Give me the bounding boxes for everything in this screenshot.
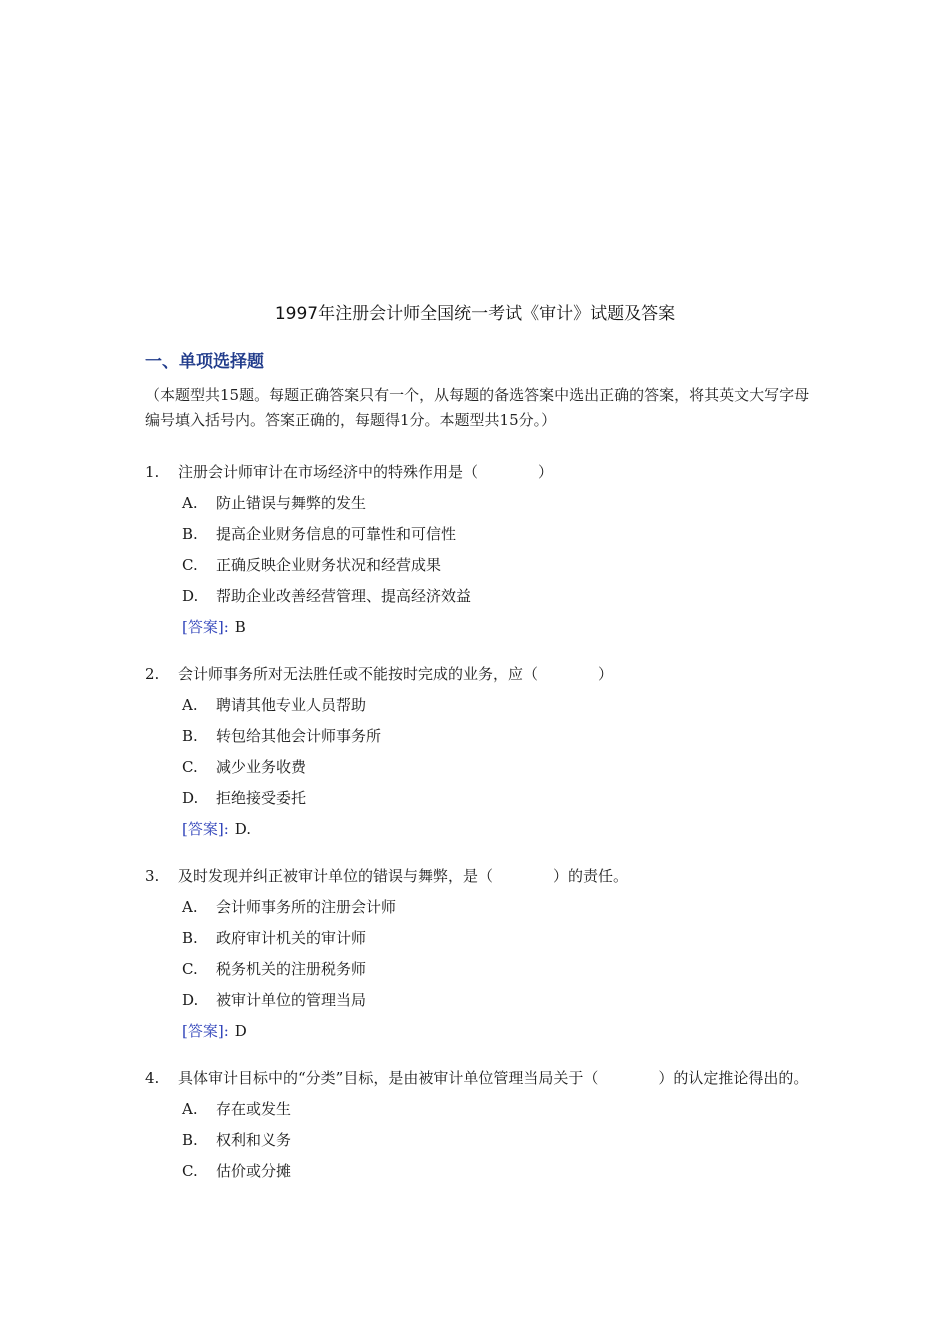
question-list — [145, 458, 815, 1204]
option-text: 存在或发生 — [216, 1100, 292, 1118]
answer-line — [145, 612, 815, 643]
option-letter: C. — [182, 1162, 198, 1180]
answer-label: [答案]: — [182, 618, 229, 636]
option-letter: B. — [182, 525, 198, 543]
answer-line — [145, 814, 815, 845]
option-letter: A. — [182, 696, 198, 714]
question-number: 3. — [145, 867, 160, 885]
question-2 — [145, 660, 815, 845]
option-letter: D. — [182, 789, 199, 807]
option-b — [145, 1125, 815, 1156]
question-text: 会计师事务所对无法胜任或不能按时完成的业务，应（ ） — [178, 665, 614, 683]
option-text: 防止错误与舞弊的发生 — [216, 494, 367, 512]
option-a — [145, 690, 815, 721]
question-number: 2. — [145, 665, 160, 683]
option-letter: B. — [182, 727, 198, 745]
option-b — [145, 519, 815, 550]
option-d — [145, 985, 815, 1016]
option-letter: D. — [182, 991, 199, 1009]
document-title: 1997年注册会计师全国统一考试《审计》试题及答案 — [274, 304, 676, 324]
option-text: 减少业务收费 — [216, 758, 307, 776]
question-1 — [145, 458, 815, 643]
option-text: 正确反映企业财务状况和经营成果 — [216, 556, 442, 574]
section-heading: 一、单项选择题 — [145, 352, 264, 372]
question-number: 4. — [145, 1069, 160, 1087]
answer-label: [答案]: — [182, 820, 229, 838]
question-stem — [145, 660, 815, 690]
question-text: 及时发现并纠正被审计单位的错误与舞弊，是（ ）的责任。 — [178, 867, 629, 885]
question-stem — [145, 1064, 815, 1094]
answer-line — [145, 1016, 815, 1047]
option-c — [145, 752, 815, 783]
option-text: 被审计单位的管理当局 — [216, 991, 367, 1009]
answer-value: D — [234, 1022, 247, 1040]
option-text: 提高企业财务信息的可靠性和可信性 — [216, 525, 457, 543]
option-b — [145, 721, 815, 752]
option-letter: C. — [182, 960, 198, 978]
option-b — [145, 923, 815, 954]
question-text: 注册会计师审计在市场经济中的特殊作用是（ ） — [178, 463, 554, 481]
option-letter: C. — [182, 758, 198, 776]
question-stem — [145, 862, 815, 892]
option-text: 税务机关的注册税务师 — [216, 960, 367, 978]
option-d — [145, 783, 815, 814]
option-text: 帮助企业改善经营管理、提高经济效益 — [216, 587, 472, 605]
option-a — [145, 892, 815, 923]
question-number: 1. — [145, 463, 160, 481]
option-letter: A. — [182, 898, 198, 916]
option-text: 政府审计机关的审计师 — [216, 929, 367, 947]
option-letter: A. — [182, 1100, 198, 1118]
option-letter: B. — [182, 929, 198, 947]
option-a — [145, 1094, 815, 1125]
question-3 — [145, 862, 815, 1047]
question-4 — [145, 1064, 815, 1187]
option-letter: B. — [182, 1131, 198, 1149]
option-text: 转包给其他会计师事务所 — [216, 727, 382, 745]
answer-value: B — [234, 618, 246, 636]
option-letter: A. — [182, 494, 198, 512]
option-c — [145, 550, 815, 581]
option-letter: D. — [182, 587, 199, 605]
option-c — [145, 954, 815, 985]
instructions-paragraph: （本题型共15题。每题正确答案只有一个，从每题的备选答案中选出正确的答案，将其英文大写字母编号填入括号内。答案正确的，每题得1分。本题型共15分。） — [145, 386, 810, 429]
option-letter: C. — [182, 556, 198, 574]
option-text: 权利和义务 — [216, 1131, 292, 1149]
option-a — [145, 488, 815, 519]
option-c — [145, 1156, 815, 1187]
option-d — [145, 581, 815, 612]
option-text: 估价或分摊 — [216, 1162, 292, 1180]
option-text: 拒绝接受委托 — [216, 789, 307, 807]
option-text: 会计师事务所的注册会计师 — [216, 898, 397, 916]
question-text: 具体审计目标中的“分类”目标，是由被审计单位管理当局关于（ ）的认定推论得出的。 — [178, 1069, 809, 1087]
option-text: 聘请其他专业人员帮助 — [216, 696, 367, 714]
answer-label: [答案]: — [182, 1022, 229, 1040]
answer-value: D. — [234, 820, 252, 838]
question-stem — [145, 458, 815, 488]
